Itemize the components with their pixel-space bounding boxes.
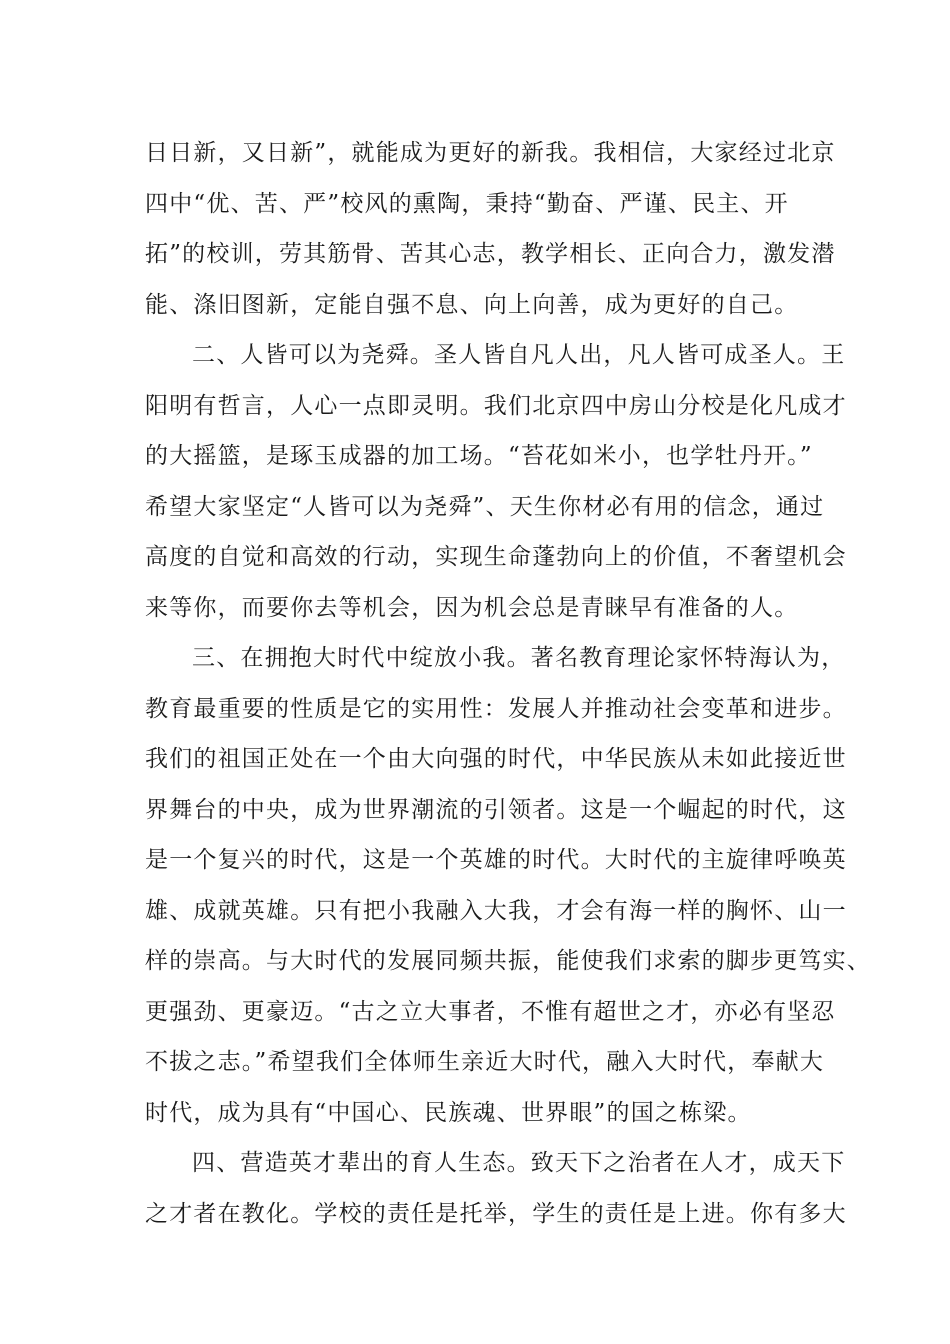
- text-line: 我们的祖国正处在一个由大向强的时代，中华民族从未如此接近世: [145, 746, 847, 772]
- text-line: 时代，成为具有“中国心、民族魂、世界眼”的国之栋梁。: [145, 1100, 752, 1126]
- text-line: 界舞台的中央，成为世界潮流的引领者。这是一个崛起的时代，这: [145, 797, 847, 823]
- text-line: 样的崇高。与大时代的发展同频共振，能使我们求索的脚步更笃实、: [145, 948, 871, 974]
- text-line: 是一个复兴的时代，这是一个英雄的时代。大时代的主旋律呼唤英: [145, 847, 847, 873]
- text-line: 之才者在教化。学校的责任是托举，学生的责任是上进。你有多大: [145, 1201, 847, 1227]
- text-line: 来等你，而要你去等机会，因为机会总是青睐早有准备的人。: [145, 595, 799, 621]
- text-line: 希望大家坚定“人皆可以为尧舜”、天生你材必有用的信念，通过: [145, 494, 825, 520]
- text-line: 雄、成就英雄。只有把小我融入大我，才会有海一样的胸怀、山一: [145, 898, 847, 924]
- text-line: 日日新，又日新”，就能成为更好的新我。我相信，大家经过北京: [145, 140, 836, 166]
- paragraph-heading-line: 四、营造英才辈出的育人生态。致天下之治者在人才，成天下: [192, 1150, 846, 1176]
- text-line: 能、涤旧图新，定能自强不息、向上向善，成为更好的自己。: [145, 292, 799, 318]
- text-line: 阳明有哲言，人心一点即灵明。我们北京四中房山分校是化凡成才: [145, 393, 847, 419]
- text-line: 拓”的校训，劳其筋骨、苦其心志，教学相长、正向合力，激发潜: [145, 241, 836, 267]
- text-line: 四中“优、苦、严”校风的熏陶，秉持“勤奋、严谨、民主、开: [145, 191, 789, 217]
- text-line: 的大摇篮，是琢玉成器的加工场。“苔花如米小，也学牡丹开。”: [145, 443, 813, 469]
- paragraph-heading-line: 三、在拥抱大时代中绽放小我。著名教育理论家怀特海认为，: [192, 645, 846, 671]
- text-line: 教育最重要的性质是它的实用性：发展人并推动社会变革和进步。: [145, 696, 847, 722]
- text-line: 不拔之志。”希望我们全体师生亲近大时代，融入大时代，奉献大: [145, 1049, 825, 1075]
- text-line: 更强劲、更豪迈。“古之立大事者，不惟有超世之才，亦必有坚忍: [145, 999, 836, 1025]
- text-line: 高度的自觉和高效的行动，实现生命蓬勃向上的价值，不奢望机会: [145, 544, 847, 570]
- paragraph-heading-line: 二、人皆可以为尧舜。圣人皆自凡人出，凡人皆可成圣人。王: [192, 342, 846, 368]
